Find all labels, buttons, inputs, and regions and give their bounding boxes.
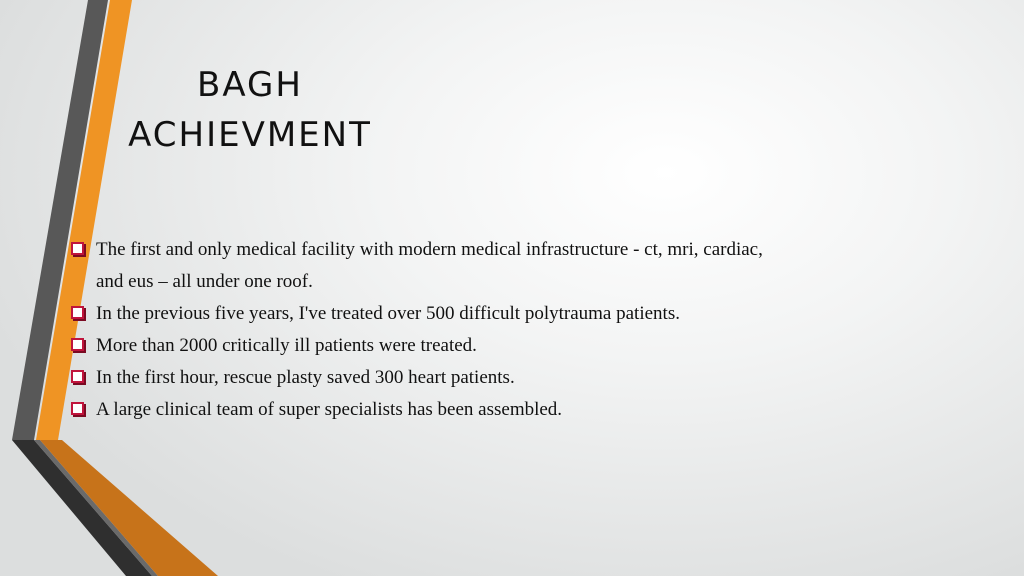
checkbox-square-bullet-icon	[71, 402, 84, 415]
list-item-text: In the first hour, rescue plasty saved 300 heart patients.	[96, 367, 515, 388]
title-line-2: ACHIEVMENT	[128, 115, 372, 155]
list-item	[68, 362, 788, 394]
list-item	[68, 330, 788, 362]
list-item-text: The first and only medical facility with modern medical infrastructure - ct, mri, cardiac, and eus – all under one roof.	[96, 239, 763, 292]
checkbox-square-bullet-icon	[71, 338, 84, 351]
slide-title	[100, 60, 400, 160]
list-item	[68, 298, 788, 330]
achievement-list	[68, 234, 788, 426]
list-item-text: A large clinical team of super specialists has been assembled.	[96, 399, 563, 420]
list-item	[68, 234, 788, 298]
list-item	[68, 394, 788, 426]
checkbox-square-bullet-icon	[71, 242, 84, 255]
list-item-text: In the previous five years, I've treated over 500 difficult polytrauma patients.	[96, 303, 680, 324]
list-item-text: More than 2000 critically ill patients were treated.	[96, 335, 477, 356]
title-line-1: BAGH	[197, 65, 303, 105]
checkbox-square-bullet-icon	[71, 370, 84, 383]
checkbox-square-bullet-icon	[71, 306, 84, 319]
